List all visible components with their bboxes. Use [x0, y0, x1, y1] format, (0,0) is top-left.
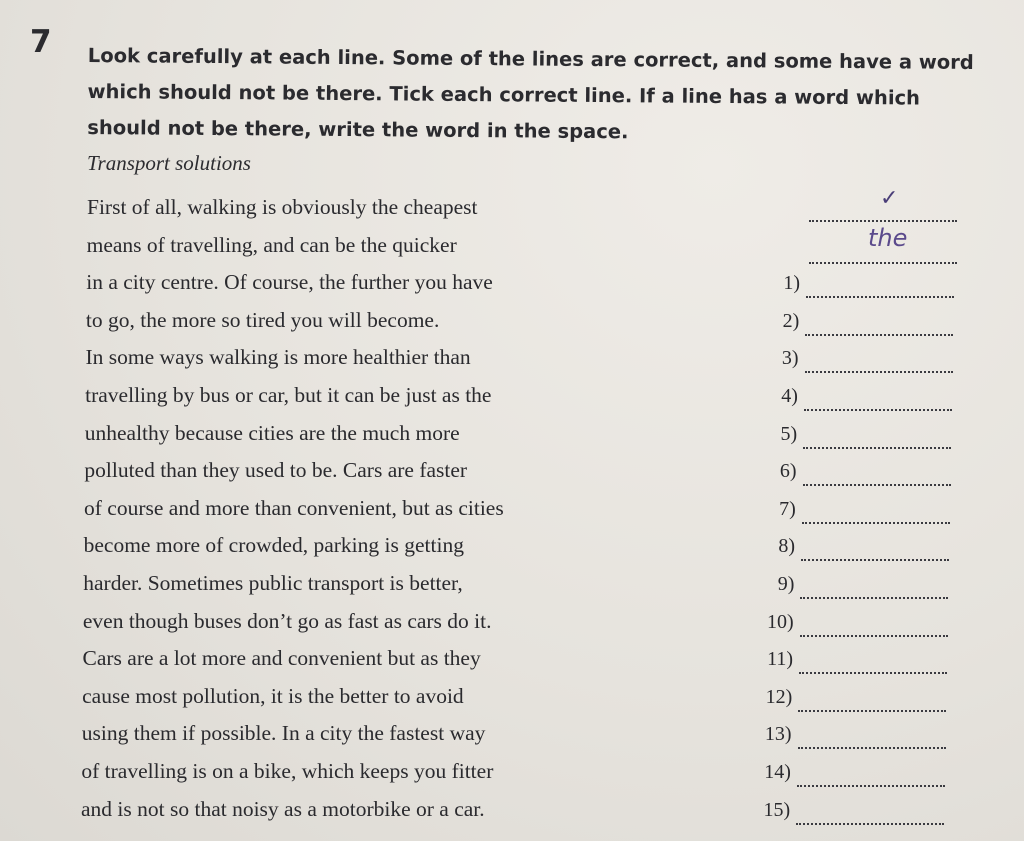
passage-row — [0, 795, 1024, 829]
passage-row — [0, 719, 1024, 753]
exercise-number: 7 — [30, 24, 52, 60]
passage-line-text: polluted than they used to be. Cars are faster — [84, 458, 468, 483]
answer-blank[interactable] — [804, 387, 952, 411]
instruction-line-3: should not be there, write the word in the space. — [87, 115, 629, 144]
answer-blank[interactable] — [798, 725, 946, 749]
passage-row — [0, 644, 1024, 678]
passage-line-text: become more of crowded, parking is getting — [83, 533, 464, 558]
instruction-line-1: Look carefully at each line. Some of the lines are correct, and some have a word — [87, 43, 974, 74]
line-number: 9) — [777, 573, 795, 595]
passage-row — [0, 381, 1024, 415]
answer-blank[interactable] — [801, 537, 949, 561]
line-number: 5) — [780, 422, 798, 445]
answer-blank[interactable] — [798, 688, 946, 712]
passage-row — [0, 419, 1024, 453]
passage-line-text: cause most pollution, it is the better to avoid — [82, 683, 464, 708]
passage-row — [0, 494, 1024, 528]
line-number: 10) — [767, 610, 794, 633]
line-number: 11) — [767, 648, 793, 671]
passage-line-text: In some ways walking is more healthier than — [85, 345, 471, 370]
answer-blank[interactable] — [800, 575, 948, 599]
tick-mark-icon: ✓ — [880, 186, 899, 211]
passage-line-text: using them if possible. In a city the fastest way — [81, 721, 486, 746]
passage-line-text: of course and more than convenient, but as cities — [84, 495, 504, 520]
instructions — [87, 38, 974, 153]
passage-line-text: harder. Sometimes public transport is better, — [83, 571, 463, 595]
line-number: 13) — [764, 723, 792, 746]
line-number: 15) — [763, 798, 791, 821]
passage-row — [0, 306, 1024, 340]
line-number: 8) — [778, 535, 796, 558]
passage-line-text: of travelling is on a bike, which keeps you fitter — [81, 759, 494, 783]
instruction-line-2: which should not be there. Tick each correct line. If a line has a word which — [87, 79, 921, 110]
passage-row — [0, 607, 1024, 641]
answer-blank[interactable] — [806, 274, 954, 298]
line-number: 2) — [782, 309, 800, 332]
example-row — [0, 186, 1024, 227]
passage-line-text: and is not so that noisy as a motorbike or a car. — [81, 796, 485, 821]
answer-blank[interactable] — [796, 801, 944, 825]
answer-blank[interactable] — [803, 462, 951, 486]
line-number: 14) — [764, 761, 791, 783]
answer-blank[interactable] — [799, 650, 947, 674]
answer-blank[interactable] — [805, 312, 953, 336]
line-number: 1) — [783, 272, 800, 295]
passage-line-text: travelling by bus or car, but it can be just as the — [85, 383, 492, 407]
answer-blank[interactable] — [802, 500, 950, 524]
passage-row — [0, 682, 1024, 716]
passage-title: Transport solutions — [87, 151, 251, 175]
line-number: 4) — [781, 385, 798, 407]
passage-row — [0, 531, 1024, 565]
answer-blank[interactable] — [800, 613, 948, 637]
passage-line-text: unhealthy because cities are the much more — [84, 420, 460, 445]
passage-line-text: even though buses don’t go as fast as cars do it. — [82, 608, 492, 633]
passage-line-text: in a city centre. Of course, the further you have — [86, 270, 493, 295]
line-number: 7) — [779, 497, 796, 520]
example-row — [0, 223, 1024, 265]
line-number: 6) — [779, 460, 797, 483]
passage-row — [0, 343, 1024, 377]
passage-row — [0, 456, 1024, 490]
example-line-text: means of travelling, and can be the quicker — [86, 232, 457, 257]
passage-row — [0, 569, 1024, 603]
passage-row — [0, 268, 1024, 302]
passage-row — [0, 757, 1024, 791]
example-line-text: First of all, walking is obviously the cheapest — [87, 195, 478, 219]
answer-blank[interactable] — [805, 349, 953, 373]
passage-line-text: to go, the more so tired you will become. — [85, 307, 440, 332]
passage-line-text: Cars are a lot more and convenient but as they — [82, 646, 481, 671]
answer-blank[interactable] — [797, 763, 945, 787]
handwritten-answer: the — [868, 223, 908, 252]
line-number: 3) — [781, 347, 799, 370]
answer-blank[interactable] — [803, 425, 951, 449]
line-number: 12) — [765, 685, 793, 708]
